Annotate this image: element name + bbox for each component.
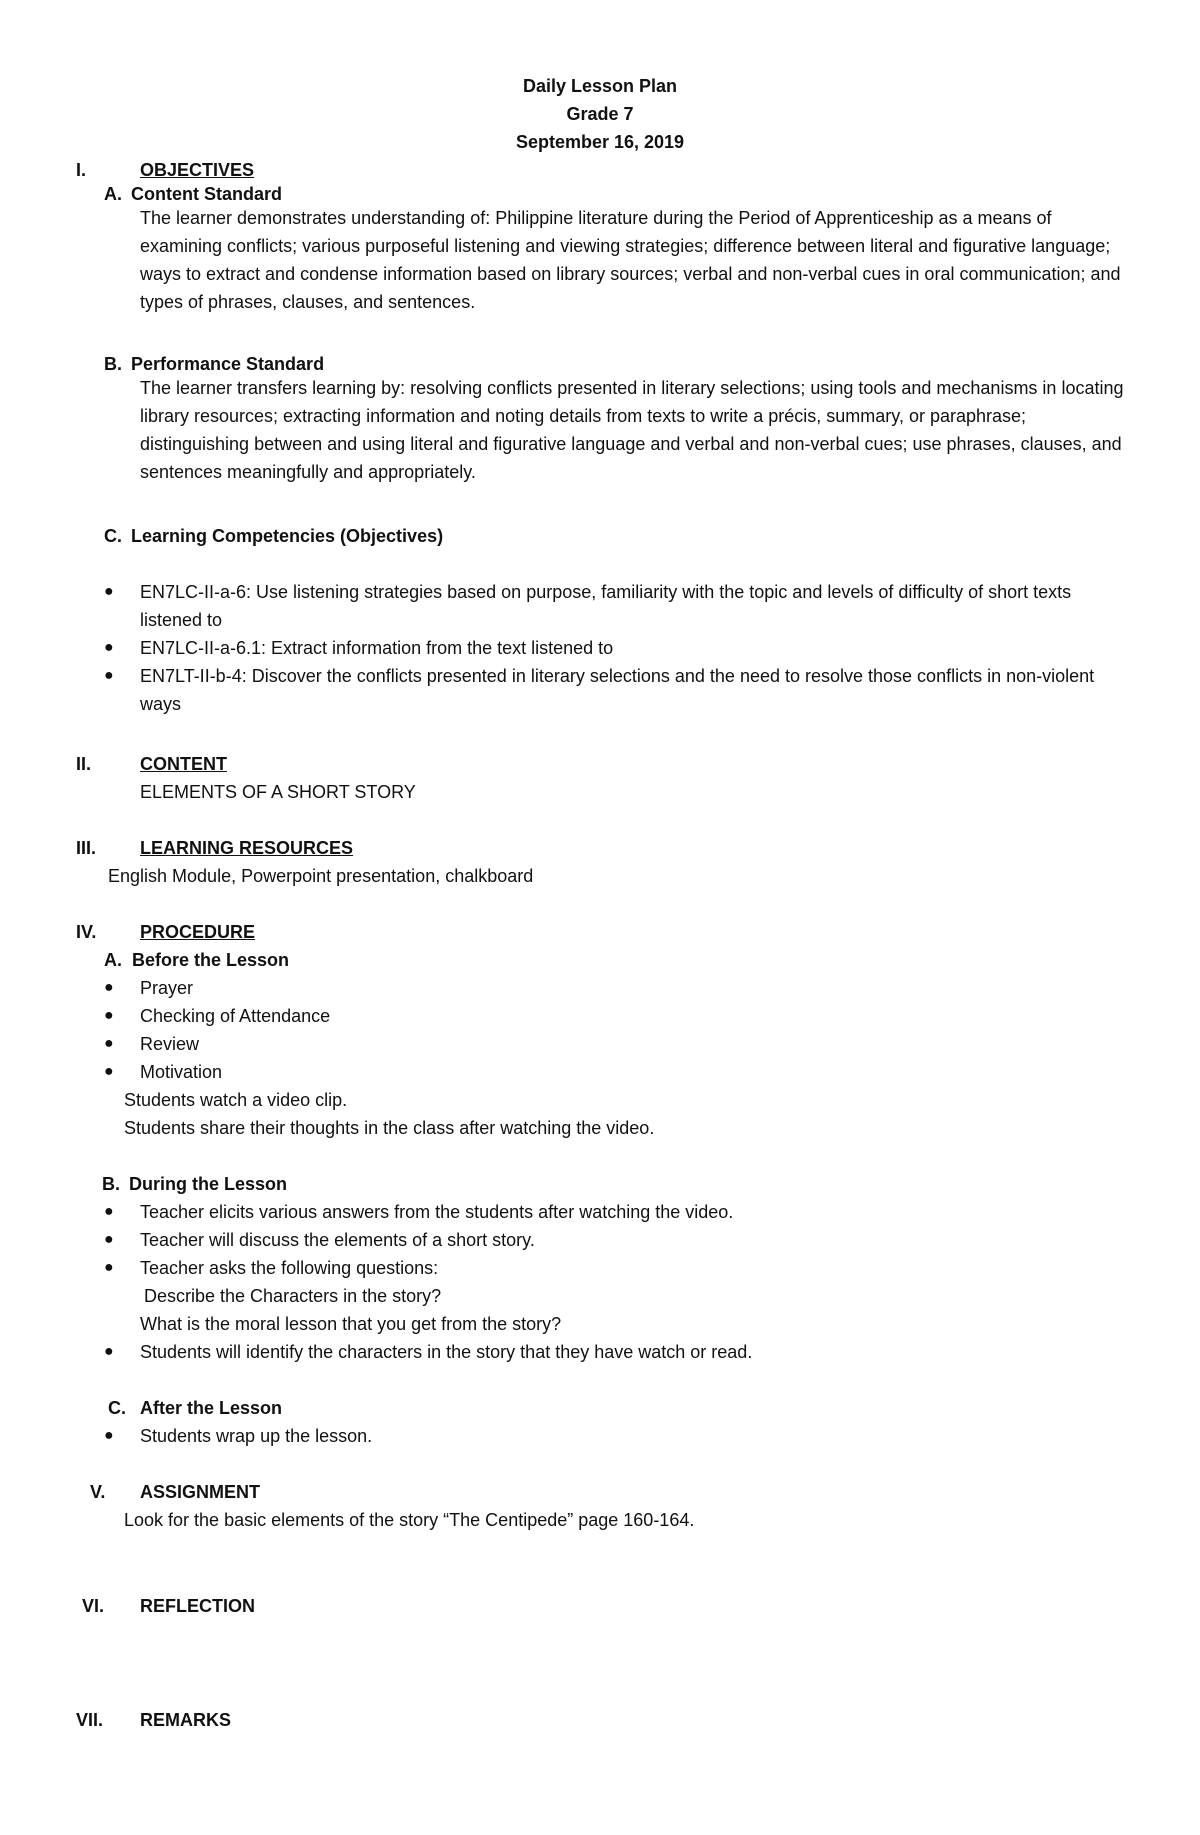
subsection-letter: A.	[104, 184, 122, 204]
section-number-content: II.	[76, 754, 92, 774]
subsection-title: During the Lesson	[129, 1174, 288, 1194]
subsection-after-the-lesson	[108, 1394, 282, 1422]
before-item: Checking of Attendance	[140, 1006, 331, 1026]
subsection-letter: C.	[108, 1398, 126, 1418]
subsection-title: Before the Lesson	[132, 950, 290, 970]
motivation-note: Students watch a video clip.	[124, 1090, 348, 1110]
content-standard-text: The learner demonstrates understanding of: Philippine literature during the Period of Apprenticeship as a means of examining conflicts; various purposeful listening and viewing strategies; difference between literal and figurative language; ways to extract and condense information based on library sources; verbal and non-verbal cues in oral communication; and types of phrases, clauses, and sentences.	[140, 208, 1121, 312]
subsection-letter: C.	[104, 526, 122, 546]
section-title-remarks: REMARKS	[140, 1710, 232, 1730]
bullet-icon: ●	[104, 639, 114, 656]
section-title-reflection: REFLECTION	[140, 1596, 255, 1616]
subsection-title: Content Standard	[131, 184, 282, 204]
content-text: ELEMENTS OF A SHORT STORY	[140, 782, 416, 802]
before-item: Prayer	[140, 978, 194, 998]
subsection-title: After the Lesson	[140, 1398, 283, 1418]
resources-text: English Module, Powerpoint presentation, chalkboard	[108, 866, 534, 886]
section-number-procedure: IV.	[76, 922, 97, 942]
competency-item: EN7LT-II-b-4: Discover the conflicts presented in literary selections and the need to resolve those conflicts in non-violent ways	[140, 666, 1095, 714]
bullet-icon: ●	[104, 1427, 114, 1444]
section-number-assignment: V.	[90, 1482, 106, 1502]
document-title: Daily Lesson Plan	[522, 76, 678, 96]
motivation-note: Students share their thoughts in the class after watching the video.	[124, 1118, 655, 1138]
section-number-reflection: VI.	[82, 1596, 105, 1616]
during-item: Teacher will discuss the elements of a short story.	[140, 1230, 535, 1250]
section-title-objectives: OBJECTIVES	[140, 160, 255, 180]
subsection-title: Performance Standard	[131, 354, 325, 374]
document-header	[0, 72, 1200, 156]
section-number-resources: III.	[76, 838, 97, 858]
subsection-letter: A.	[104, 950, 122, 970]
subsection-letter: B.	[104, 354, 122, 374]
performance-standard-text: The learner transfers learning by: resolving conflicts presented in literary selections; using tools and mechanisms in locating library resources; extracting information and noting details from texts to write a précis, summary, or paraphrase; distinguishing between and using literal and figurative language and verbal and non-verbal cues; use phrases, clauses, and sentences meaningfully and appropriately.	[140, 378, 1124, 482]
discussion-question: What is the moral lesson that you get from the story?	[140, 1314, 562, 1334]
section-number-objectives: I.	[76, 160, 87, 180]
section-title-procedure: PROCEDURE	[140, 922, 256, 942]
bullet-icon: ●	[104, 1259, 114, 1276]
competency-item: EN7LC-II-a-6: Use listening strategies based on purpose, familiarity with the topic and levels of difficulty of short texts listened to	[140, 582, 1072, 630]
bullet-icon: ●	[104, 667, 114, 684]
bullet-icon: ●	[104, 583, 114, 600]
section-title-content: CONTENT	[140, 754, 227, 774]
after-item: Students wrap up the lesson.	[140, 1426, 373, 1446]
subsection-letter: B.	[102, 1174, 120, 1194]
discussion-question: Describe the Characters in the story?	[144, 1286, 442, 1306]
lesson-date: September 16, 2019	[515, 132, 685, 152]
bullet-icon: ●	[104, 1203, 114, 1220]
during-item: Teacher asks the following questions:	[140, 1258, 439, 1278]
subsection-learning-competencies	[104, 522, 443, 550]
bullet-icon: ●	[104, 1035, 114, 1052]
grade-level: Grade 7	[566, 104, 634, 124]
before-item: Motivation	[140, 1062, 223, 1082]
subsection-title: Learning Competencies (Objectives)	[131, 526, 444, 546]
assignment-text: Look for the basic elements of the story “The Centipede” page 160-164.	[124, 1510, 695, 1530]
section-title-resources: LEARNING RESOURCES	[140, 838, 354, 858]
section-number-remarks: VII.	[76, 1710, 104, 1730]
competency-item: EN7LC-II-a-6.1: Extract information from the text listened to	[140, 638, 614, 658]
subsection-before-the-lesson	[104, 946, 289, 974]
section-title-assignment: ASSIGNMENT	[140, 1482, 261, 1502]
bullet-icon: ●	[104, 1231, 114, 1248]
before-item: Review	[140, 1034, 200, 1054]
bullet-icon: ●	[104, 1343, 114, 1360]
bullet-icon: ●	[104, 979, 114, 996]
during-item: Students will identify the characters in the story that they have watch or read.	[140, 1342, 753, 1362]
during-item: Teacher elicits various answers from the students after watching the video.	[140, 1202, 734, 1222]
bullet-icon: ●	[104, 1063, 114, 1080]
subsection-during-the-lesson	[102, 1170, 287, 1198]
bullet-icon: ●	[104, 1007, 114, 1024]
